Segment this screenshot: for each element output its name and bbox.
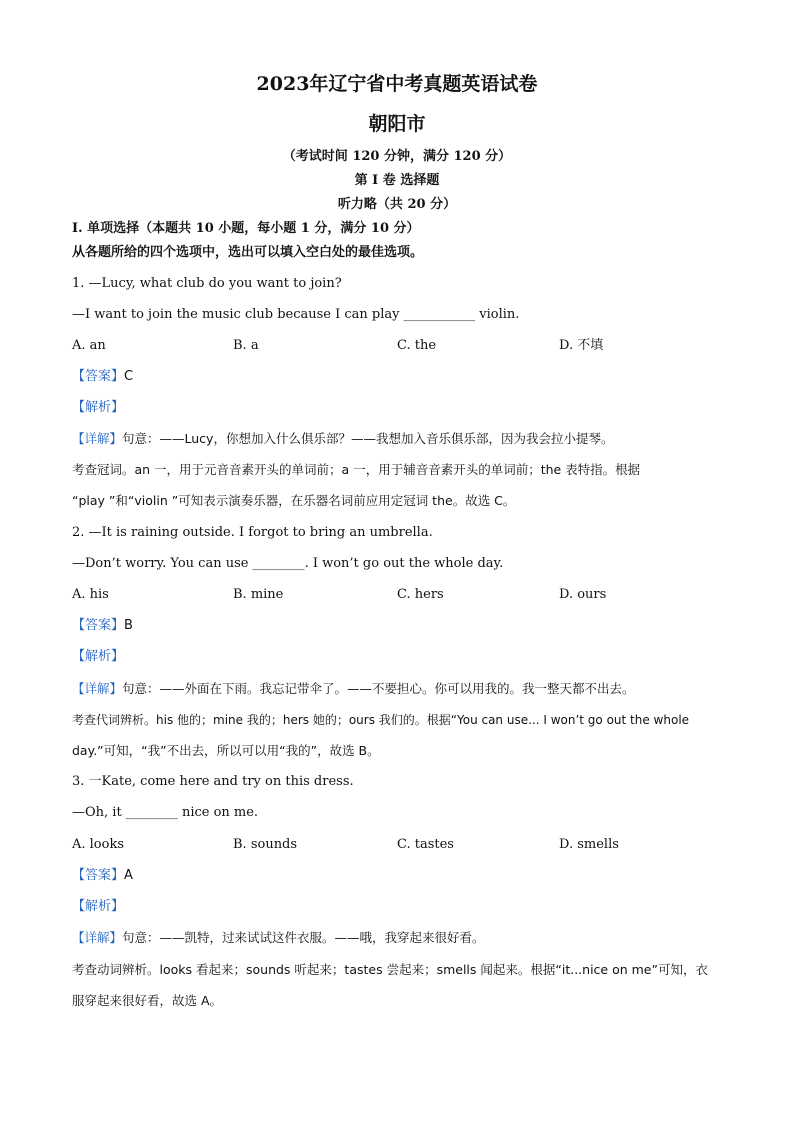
question-1-analysis <box>72 399 124 417</box>
question-2-explain-1: 考查代词辨析。his 他的；mine 我的；hers 她的；ours 我们的。根据“You can use... I won’t go out the whole <box>72 713 690 727</box>
answer-value: A <box>124 868 133 883</box>
section-instruction: 从各题所给的四个选项中，选出可以填入空白处的最佳选项。 <box>72 245 424 260</box>
volume-title: 第 I 卷 选择题 <box>354 173 440 188</box>
detail-label: 【详解】 <box>72 930 123 945</box>
question-3-detail <box>72 929 485 947</box>
detail-text: 句意：——Lucy，你想加入什么俱乐部？——我想加入音乐俱乐部，因为我会拉小提琴。 <box>122 431 614 446</box>
question-2-answer <box>72 617 133 635</box>
question-3-option-b: B. sounds <box>233 837 298 852</box>
question-1-detail <box>72 430 613 448</box>
question-3-analysis <box>72 898 124 916</box>
question-3-answer <box>72 867 133 885</box>
question-1-explain-1: 考查冠词。an 一，用于元音音素开头的单词前；a 一，用于辅音音素开头的单词前；the 表特指。根据 <box>72 462 641 477</box>
question-1-option-b: B. a <box>233 338 259 353</box>
analysis-label: 【解析】 <box>72 899 125 914</box>
detail-text: 句意：——外面在下雨。我忘记带伞了。——不要担心。你可以用我的。我一整天都不出去。 <box>122 681 635 696</box>
question-1-option-d: D. 不填 <box>559 338 604 353</box>
answer-label: 【答案】 <box>72 369 125 384</box>
question-2-line2: —Don’t worry. You can use ________. I won’t go out the whole day. <box>72 556 504 571</box>
question-2-analysis <box>72 648 124 666</box>
question-3-option-c: C. tastes <box>397 837 454 852</box>
question-2-option-a: A. his <box>72 587 109 602</box>
question-1-explain-2: “play ”和“violin ”可知表示演奏乐器，在乐器名词前应用定冠词 the。故选 C。 <box>72 493 516 508</box>
answer-label: 【答案】 <box>72 868 125 883</box>
exam-info: （考试时间 120 分钟，满分 120 分） <box>282 149 512 164</box>
question-1-option-c: C. the <box>397 338 437 353</box>
question-1-option-a: A. an <box>72 338 106 353</box>
question-2-line1: 2. —It is raining outside. I forgot to bring an umbrella. <box>72 525 433 540</box>
answer-value: C <box>124 369 134 384</box>
section-heading: I. 单项选择（本题共 10 小题，每小题 1 分，满分 10 分） <box>72 221 420 236</box>
question-2-option-d: D. ours <box>559 587 607 602</box>
question-3-option-d: D. smells <box>559 837 619 852</box>
question-3-option-a: A. looks <box>72 837 125 852</box>
question-3-line1: 3. 一Kate, come here and try on this dress. <box>72 774 354 789</box>
question-2-explain-2: day.”可知，“我”不出去，所以可以用“我的”，故选 B。 <box>72 743 380 758</box>
city-name: 朝阳市 <box>368 113 426 135</box>
analysis-label: 【解析】 <box>72 649 125 664</box>
question-1-line2: —I want to join the music club because I can play ___________ violin. <box>72 307 520 322</box>
question-2-detail <box>72 680 635 698</box>
answer-value: B <box>124 618 133 633</box>
question-1-line1: 1. —Lucy, what club do you want to join? <box>72 276 342 291</box>
question-3-explain-2: 服穿起来很好看，故选 A。 <box>72 993 223 1008</box>
document-title: 2023年辽宁省中考真题英语试卷 <box>256 73 538 95</box>
answer-label: 【答案】 <box>72 618 125 633</box>
question-1-answer <box>72 368 133 386</box>
question-3-explain-1: 考查动词辨析。looks 看起来；sounds 听起来；tastes 尝起来；smells 闻起来。根据“it...nice on me”可知，衣 <box>72 962 708 977</box>
listening-note: 听力略（共 20 分） <box>337 197 457 212</box>
question-3-line2: —Oh, it ________ nice on me. <box>72 805 259 820</box>
question-2-option-b: B. mine <box>233 587 284 602</box>
detail-label: 【详解】 <box>72 681 123 696</box>
question-2-option-c: C. hers <box>397 587 444 602</box>
analysis-label: 【解析】 <box>72 400 125 415</box>
detail-label: 【详解】 <box>72 431 123 446</box>
detail-text: 句意：——凯特，过来试试这件衣服。——哦，我穿起来很好看。 <box>122 930 485 945</box>
